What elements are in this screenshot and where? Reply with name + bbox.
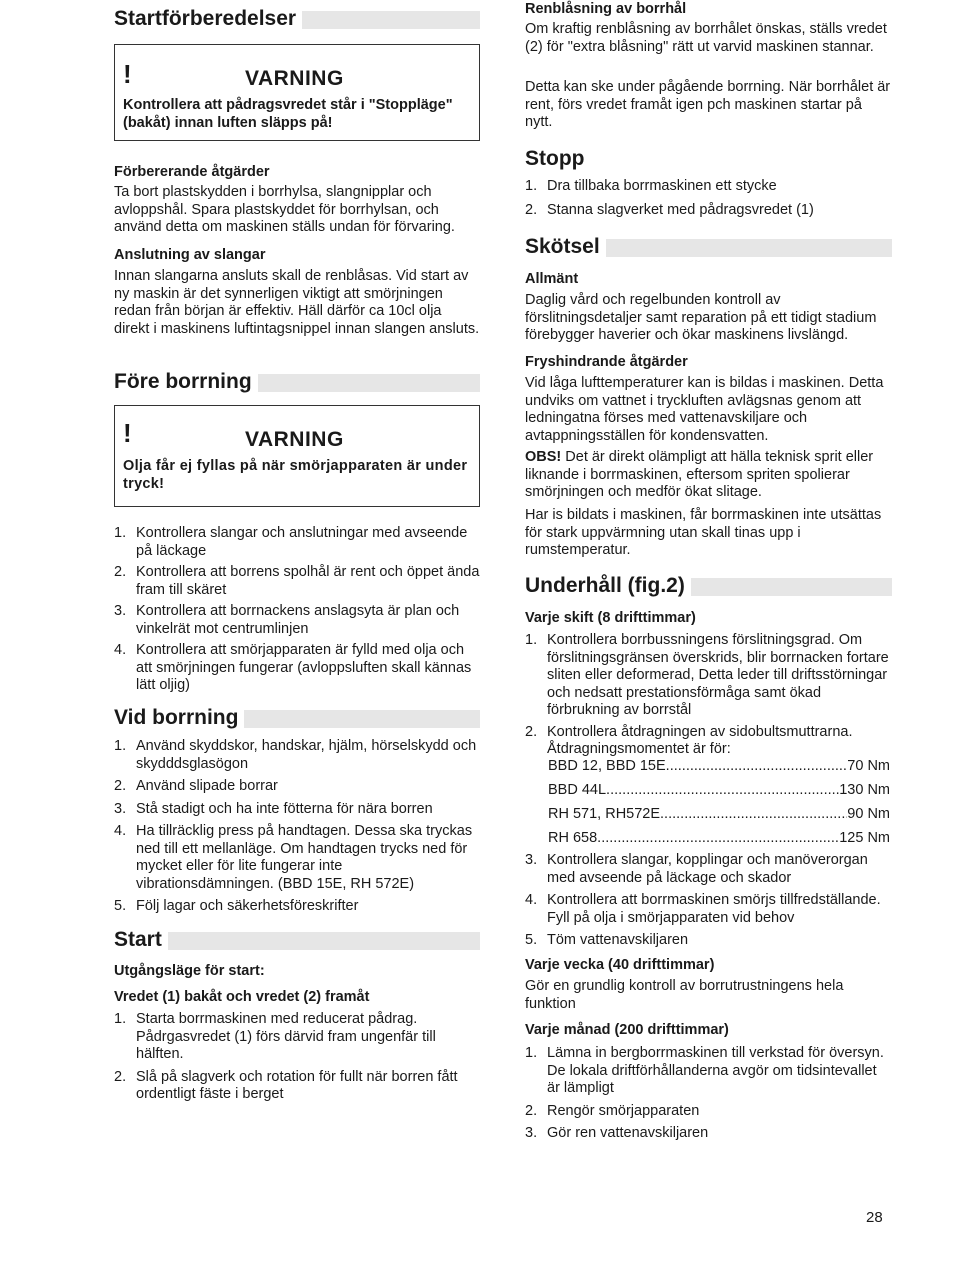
section-title-during-drilling [114, 705, 480, 731]
list-item: 1. Kontrollera borrbussningens förslitningsgrad. Om förslitningsgränsen överskrids, blir borrnacken fortare sliten eller deformerad, Detta leder till driftsstörningar och nedsatt prestationsförmåga samt ökad förbrukning av borrstål [525, 632, 889, 718]
shift-list-a [525, 632, 892, 759]
warning-title: VARNING [245, 67, 344, 90]
section-title-text: Underhåll (fig.2) [525, 574, 685, 597]
week-heading: Varje vecka (40 drifttimmar) [525, 957, 715, 973]
title-rule [691, 578, 892, 596]
list-item: 1. Kontrollera slangar och anslutningar med avseende på läckage [114, 525, 468, 559]
torque-row: BBD 44L ..... 130 Nm [548, 778, 890, 802]
start-subheading-2: Vredet (1) bakåt och vredet (2) framåt [114, 989, 370, 1005]
obs-text: Det är direkt olämpligt att hälla teknisk sprit eller liknande i borrmaskinen, eftersom spriten spolierar smörjningen och medför ökat slitage. [525, 449, 874, 500]
frost-heading: Fryshindrande åtgärder [525, 354, 688, 370]
list-item: 3. Kontrollera slangar, kopplingar och manöverorgan med avseende på läckage och skador [525, 852, 868, 886]
frost-text: Vid låga lufttemperaturer kan is bildas i maskinen. Detta undviks om vattnet i tryckluften avlägsnas genom att ledningatna förses med vattenavskiljare och avtappningsställen för kondensvatten. [525, 375, 884, 444]
section-title-text: Start [114, 928, 162, 951]
list-item: 1. Starta borrmaskinen med reducerat pådrag. Pådrgasvredet (1) förs därvid fram ungenfär till hälften. [114, 1011, 436, 1062]
title-rule [168, 932, 480, 950]
list-item: 5. Töm vattenavskiljaren [525, 932, 689, 948]
section-title-maintenance [525, 573, 892, 599]
warning-icon: ! [123, 59, 132, 89]
month-list [525, 1045, 892, 1143]
list-item: 4. Kontrollera att smörjapparaten är fylld med olja och att smörjningen fungerar (avloppsluften skall kännas lätt oljig) [114, 642, 472, 693]
title-rule [606, 239, 892, 257]
section-title-start [114, 927, 480, 953]
warning-box-air [114, 44, 480, 141]
list-item: 1. Lämna in bergborrmaskinen till verkstad för översyn. De lokala driftförhållanderna avgör om tidsintevallet är lämpligt [525, 1045, 884, 1096]
title-rule [258, 374, 480, 392]
prep-text: Ta bort plastskydden i borrhylsa, slangnipplar och avloppshål. Spara plastskyddet för borrhylsan, och använd detta om maskinen ställs undan för förvaring. [114, 184, 455, 235]
torque-row: BBD 12, BBD 15E ..... 70 Nm [548, 754, 890, 778]
obs-label: OBS! [525, 449, 562, 465]
stop-list [525, 178, 892, 219]
list-item: 2. Använd slipade borrar [114, 778, 278, 794]
list-item: 3. Gör ren vattenavskiljaren [525, 1125, 709, 1141]
list-item: 2. Kontrollera att borrens spolhål är rent och öppet ända fram till skäret [114, 564, 480, 598]
section-title-stop [525, 146, 892, 172]
ice-text: Har is bildats i maskinen, får borrmaskinen inte utsättas för stark uppvärmning utan skall tinas upp i rumstemperatur. [525, 507, 882, 558]
list-item: 2. Slå på slagverk och rotation för fullt när borren fått ordentligt fäste i berget [114, 1068, 458, 1102]
list-item: 4. Ha tillräcklig press på handtagen. Dessa ska tryckas ned till ett mellanläge. Om handtagen trycks ned för mycket eller för lite fungerar inte vibrationsdämningen. (BBD 15E, RH 572E) [114, 823, 473, 892]
warning-title: VARNING [245, 428, 344, 451]
obs-note [525, 449, 892, 502]
warning-icon: ! [123, 418, 132, 448]
general-text: Daglig vård och regelbunden kontroll av förslitningsdetaljer samt reparation på ett tidigt stadium förebygger haverier och ökar maskinens livslängd. [525, 292, 877, 343]
page-number: 28 [866, 1209, 883, 1226]
shift-list-b [525, 852, 892, 950]
month-heading: Varje månad (200 drifttimmar) [525, 1022, 729, 1038]
section-title-care [525, 234, 892, 260]
section-title-text: Före borrning [114, 370, 252, 393]
before-drilling-list [114, 525, 480, 695]
list-item: 3. Kontrollera att borrnackens anslagsyta är plan och vinkelrät mot centrumlinjen [114, 603, 460, 637]
list-item: 2. Stanna slagverket med pådragsvredet (1) [525, 201, 814, 218]
section-title-text: Startförberedelser [114, 7, 297, 30]
week-text: Gör en grundlig kontroll av borrutrustningens hela funktion [525, 978, 844, 1012]
list-item: 2. Kontrollera åtdragningen av sidobultsmuttrarna. Åtdragningsmomentet är för: [525, 723, 853, 757]
prep-heading: Förbererande åtgärder [114, 164, 270, 180]
section-title-text: Skötsel [525, 235, 600, 258]
shift-heading: Varje skift (8 drifttimmar) [525, 610, 696, 626]
start-subheading-1: Utgångsläge för start: [114, 963, 265, 979]
start-list [114, 1011, 480, 1104]
during-drilling-list [114, 738, 480, 916]
warning-text: Kontrollera att pådragsvredet står i "Stoppläge" (bakåt) innan luften släpps på! [123, 97, 453, 131]
section-title-before-drilling [114, 369, 480, 395]
torque-row: RH 658 ..... 125 Nm [548, 826, 890, 850]
warning-box-oil [114, 405, 480, 507]
torque-table [548, 754, 890, 850]
blowing-heading: Renblåsning av borrhål [525, 1, 687, 17]
hoses-text: Innan slangarna ansluts skall de renblåsas. Vid start av ny maskin är det synnerligen viktigt att smörjningen redan från början är effektiv. Häll därför ca 10cl olja direkt i maskinens luftintagsnippel innan slangen ansluts. [114, 268, 480, 337]
list-item: 1. Använd skyddskor, handskar, hjälm, hörselskydd och skydddsglasögon [114, 738, 477, 772]
hoses-heading: Anslutning av slangar [114, 247, 266, 263]
list-item: 2. Rengör smörjapparaten [525, 1102, 700, 1119]
section-title-text: Vid borrning [114, 706, 239, 729]
general-heading: Allmänt [525, 271, 579, 287]
blowing-text-1: Om kraftig renblåsning av borrhålet önskas, ställs vredet (2) för "extra blåsning" rätt ut varvid maskinen stannar. [525, 21, 887, 55]
torque-row: RH 571, RH572E ..... 90 Nm [548, 802, 890, 826]
section-title-start-prep [114, 6, 480, 32]
list-item: 3. Stå stadigt och ha inte fötterna för nära borren [114, 800, 433, 817]
list-item: 4. Kontrollera att borrmaskinen smörjs tillfredställande. Fyll på olja i smörjapparaten vid behov [525, 892, 881, 926]
list-item: 1. Dra tillbaka borrmaskinen ett stycke [525, 178, 777, 194]
list-item: 5. Följ lagar och säkerhetsföreskrifter [114, 898, 359, 914]
section-title-text: Stopp [525, 147, 585, 170]
warning-text: Olja får ej fyllas på när smörjapparaten är under tryck! [123, 458, 468, 492]
blowing-text-2: Detta kan ske under pågående borrning. När borrhålet är rent, förs vredet framåt igen pch maskinen startar på nytt. [525, 79, 891, 130]
title-rule [244, 710, 480, 728]
title-rule [302, 11, 480, 29]
